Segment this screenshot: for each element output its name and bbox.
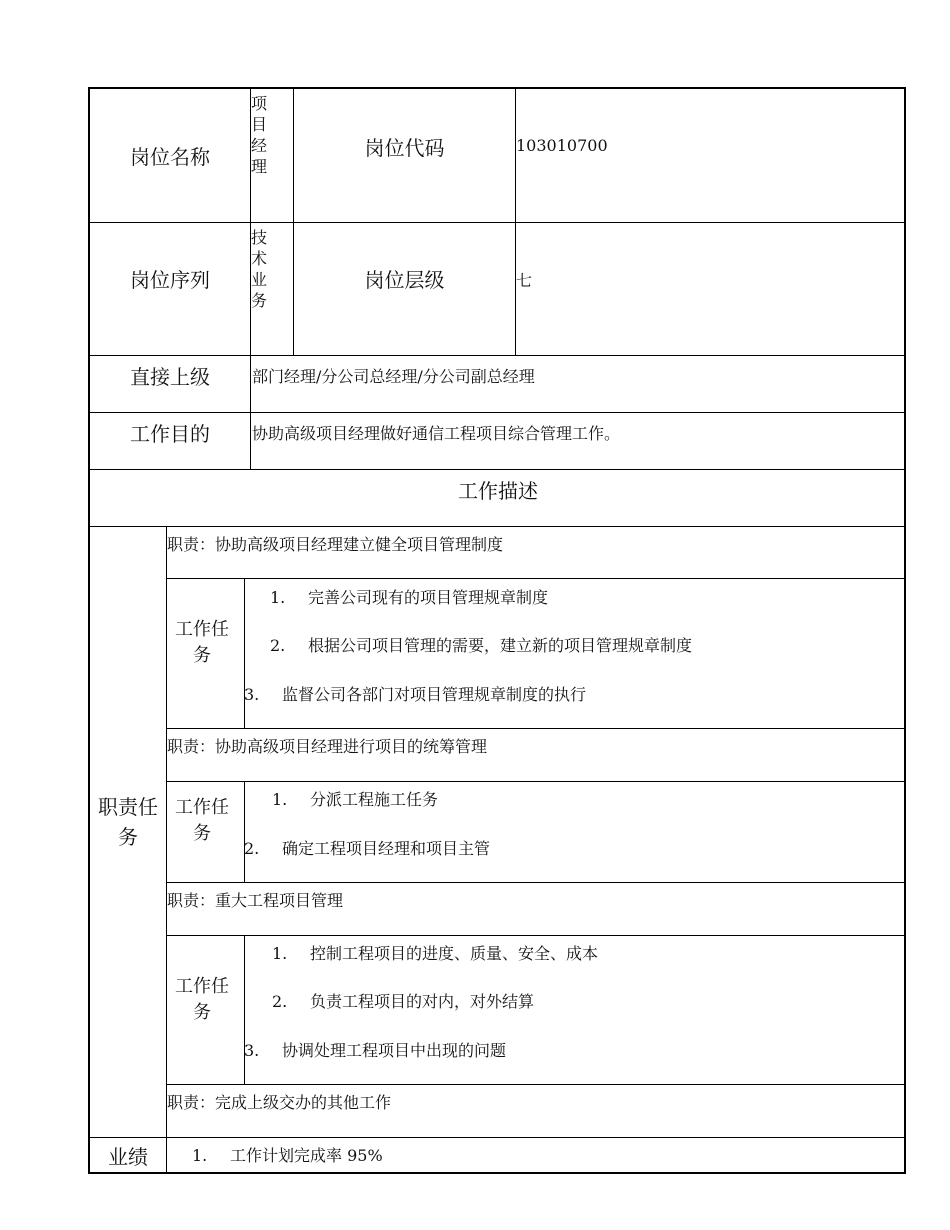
task-text: 分派工程施工任务 <box>310 790 439 809</box>
task-number: 1. <box>270 588 286 607</box>
level-label: 岗位层级 <box>364 267 445 292</box>
purpose-label: 工作目的 <box>130 421 210 446</box>
col-divider <box>244 935 245 1084</box>
task-text: 完善公司现有的项目管理规章制度 <box>308 588 549 607</box>
position-code-label: 岗位代码 <box>364 136 445 160</box>
task-text: 控制工程项目的进度、质量、安全、成本 <box>310 944 599 963</box>
task-item <box>244 836 490 859</box>
performance-number: 1. <box>192 1146 208 1165</box>
duty-title: 职责：重大工程项目管理 <box>167 891 344 910</box>
superior-label: 直接上级 <box>130 364 210 389</box>
performance-label: 业绩 <box>108 1144 148 1169</box>
level-value: 七 <box>516 271 533 290</box>
row-divider <box>166 728 906 729</box>
position-code-value: 103010700 <box>516 136 608 155</box>
duty-title: 职责：协助高级项目经理进行项目的统筹管理 <box>167 737 488 756</box>
task-number: 2. <box>244 839 260 858</box>
task-item <box>272 787 438 810</box>
row-divider <box>166 1084 906 1085</box>
task-label: 工作任务 <box>175 619 229 666</box>
task-text: 监督公司各部门对项目管理规章制度的执行 <box>282 685 587 704</box>
position-name-label: 岗位名称 <box>130 145 210 169</box>
sequence-label: 岗位序列 <box>130 267 210 292</box>
task-number: 3. <box>244 1041 260 1060</box>
task-number: 1. <box>272 790 288 809</box>
task-item <box>272 941 598 964</box>
task-number: 1. <box>272 944 288 963</box>
duty-title: 职责：完成上级交办的其他工作 <box>167 1093 392 1112</box>
section-title: 工作描述 <box>458 478 538 503</box>
task-number: 2. <box>270 636 286 655</box>
position-name-value: 项目经理 <box>251 94 268 176</box>
row-divider <box>88 1172 906 1174</box>
col-divider <box>244 781 245 882</box>
duty-title: 职责：协助高级项目经理建立健全项目管理制度 <box>167 535 504 554</box>
task-number: 3. <box>244 685 260 704</box>
col-divider <box>166 526 167 1173</box>
row-divider <box>166 935 906 936</box>
superior-value: 部门经理/分公司总经理/分公司副总经理 <box>252 367 535 386</box>
task-label: 工作任务 <box>175 797 229 844</box>
row-divider <box>166 578 906 579</box>
task-item <box>272 989 534 1012</box>
task-text: 负责工程项目的对内，对外结算 <box>310 992 535 1011</box>
task-text: 确定工程项目经理和项目主管 <box>282 839 491 858</box>
task-item <box>270 633 692 656</box>
performance-item <box>192 1143 383 1166</box>
col-divider <box>515 88 516 355</box>
sequence-value: 技术业务 <box>251 228 268 310</box>
task-text: 根据公司项目管理的需要，建立新的项目管理规章制度 <box>308 636 693 655</box>
task-text: 协调处理工程项目中出现的问题 <box>282 1041 507 1060</box>
col-divider <box>244 578 245 728</box>
row-divider <box>166 882 906 883</box>
row-divider <box>88 1137 906 1138</box>
task-label: 工作任务 <box>175 976 229 1023</box>
task-item <box>270 585 548 608</box>
duties-label: 职责任务 <box>98 795 158 849</box>
task-number: 2. <box>272 992 288 1011</box>
task-item <box>244 1038 506 1061</box>
row-divider <box>166 781 906 782</box>
performance-text: 工作计划完成率 95% <box>230 1146 383 1165</box>
task-item <box>244 682 586 705</box>
purpose-value: 协助高级项目经理做好通信工程项目综合管理工作。 <box>252 424 621 443</box>
row-divider <box>88 526 906 527</box>
